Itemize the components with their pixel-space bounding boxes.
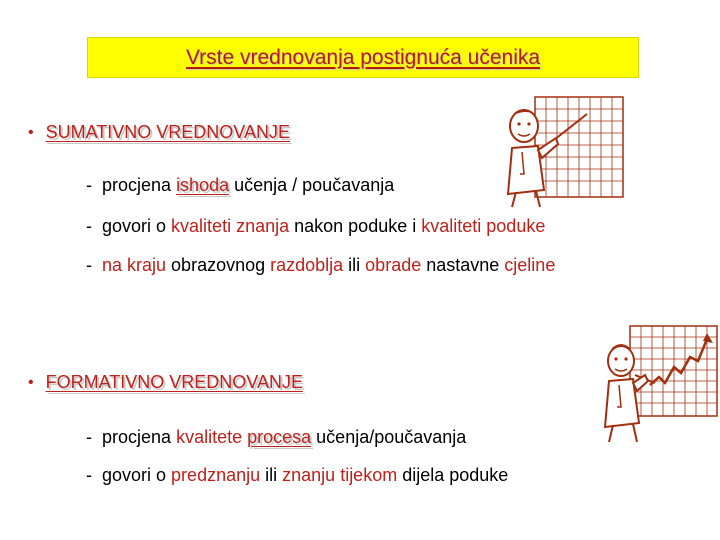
list-item: - procjena kvalitete procesa učenja/poučavanja [86, 427, 467, 447]
list-item: - govori o kvaliteti znanja nakon poduke i kvaliteti poduke [86, 216, 546, 236]
bullet: • [28, 373, 34, 391]
title-banner [87, 37, 639, 78]
slide-title: Vrste vrednovanja postignuća učenika [185, 45, 541, 69]
section-heading-formativno [28, 372, 303, 393]
list-item: - procjena ishoda učenja / poučavanja [86, 175, 395, 195]
list-item: - na kraju obrazovnog razdoblja ili obrade nastavne cjeline [86, 255, 556, 275]
man-with-rising-graph-icon [595, 323, 720, 445]
section-heading-sumativno [28, 122, 290, 143]
bullet: • [28, 123, 34, 141]
heading-text: FORMATIVNO VREDNOVANJE [45, 372, 303, 392]
man-with-pointer-chart-icon [492, 94, 627, 209]
list-item: - govori o predznanju ili znanju tijekom dijela poduke [86, 465, 509, 485]
heading-text: SUMATIVNO VREDNOVANJE [45, 122, 290, 142]
